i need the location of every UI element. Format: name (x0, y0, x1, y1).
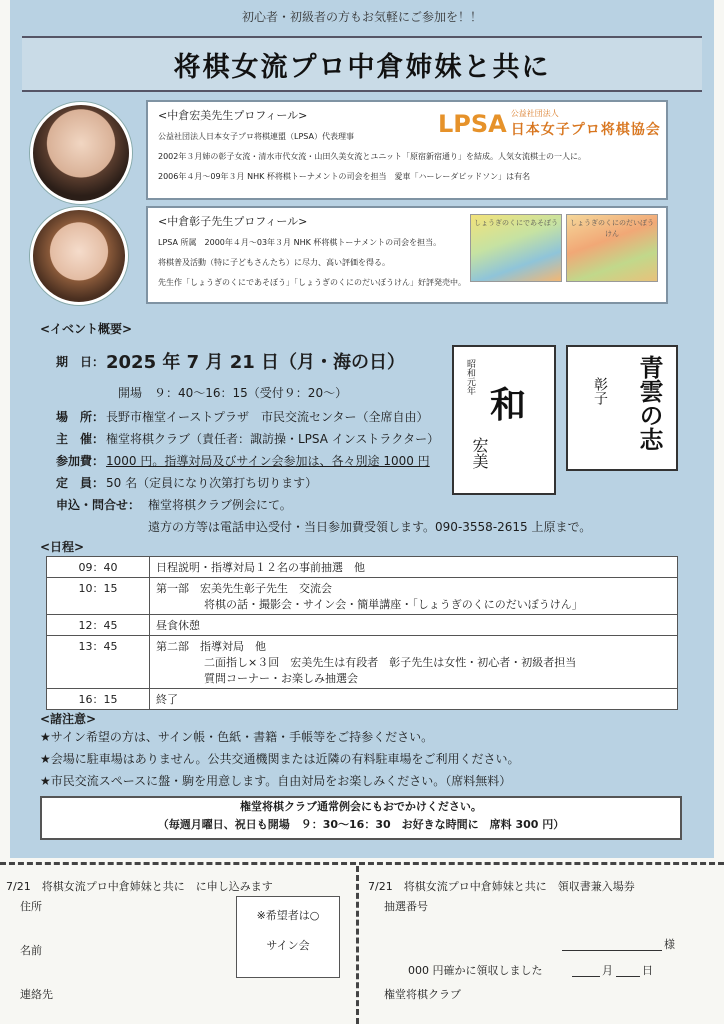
cut-line (0, 862, 724, 865)
schedule-time: 12：45 (47, 615, 150, 636)
sign-session-checkbox[interactable] (236, 896, 340, 978)
profile-line: 2006年４月～09年３月 NHK 杯将棋トーナメントの司会を担当 愛車「ハーレーダビッドソン」は有名 (158, 171, 531, 181)
received-label: 000 円確かに領収しました (408, 964, 543, 977)
profile-line: 2002年３月姉の彰子女流・清水市代女流・山田久美女流とユニット「原宿新宿通り」を結成。人気女流棋士の一人に。 (158, 151, 587, 161)
host-value: 権堂将棋クラブ（責任者：諏訪操・LPSA インストラクター） (106, 432, 440, 446)
host-label: 主 催： (56, 432, 105, 446)
calligraphy-left-side: 昭和元年 (465, 359, 475, 395)
regular-meeting-line1: 権堂将棋クラブ通常例会にもおでかけください。 (240, 800, 482, 813)
event-heading: <イベント概要> (40, 322, 133, 336)
contact-label: 申込・問合せ： (56, 498, 141, 512)
schedule-time: 10：15 (47, 578, 150, 615)
table-row (47, 689, 678, 710)
regular-meeting-line2: （毎週月曜日、祝日も開場 ９：30～16：30 お好きな時間に 席料 300 円） (157, 818, 565, 831)
title-banner (22, 36, 702, 92)
calligraphy-right-sign: 彰子 (592, 377, 608, 405)
month-underline (572, 976, 600, 977)
address-field-label: 住所 (20, 900, 42, 913)
schedule-detail: 日程説明・指導対局１２名の事前抽選 他 (150, 557, 678, 578)
page-title: 将棋女流プロ中倉姉妹と共に (173, 51, 551, 83)
profile-heading: <中倉宏美先生プロフィール> (158, 109, 308, 122)
calligraphy-left-main: 和 (490, 384, 527, 426)
profile-line: 公益社団法人日本女子プロ将棋連盟（LPSA）代表理事 (158, 131, 354, 141)
receipt-title: 7/21 将棋女流プロ中倉姉妹と共に 領収書兼入場券 (368, 880, 635, 893)
profile-heading: <中倉彰子先生プロフィール> (158, 215, 308, 228)
list-item: ★会場に駐車場はありません。公共交通機関または近隣の有料駐車場をご利用ください。 (40, 752, 520, 766)
name-underline (562, 950, 662, 951)
table-row (47, 615, 678, 636)
contact-field-label: 連絡先 (20, 988, 53, 1001)
fee-value: 1000 円。指導対局及びサイン会参加は、各々別途 1000 円 (106, 454, 430, 468)
calligraphy-left-sign: 宏美 (470, 437, 489, 469)
profile-hiromi (146, 100, 668, 200)
calligraphy-right-main: 青雲の志 (635, 355, 664, 451)
lottery-number-label: 抽選番号 (384, 900, 428, 913)
place-label: 場 所： (56, 410, 105, 424)
schedule-detail: 第一部 宏美先生彰子先生 交流会 将棋の話・撮影会・サイン会・簡単講座・「しょうぎのくにのだいぼうけん」 (150, 578, 678, 615)
name-field-label: 名前 (20, 944, 42, 957)
profile-line: LPSA 所属 2000年４月～03年３月 NHK 杯将棋トーナメントの司会を担当。 (158, 237, 442, 247)
profile-line: 将棋普及活動（特に子どもさんたち）に尽力、高い評価を得る。 (158, 257, 390, 267)
shoko-photo (30, 207, 128, 305)
table-row (47, 636, 678, 689)
lpsa-name: 日本女子プロ将棋協会 (510, 121, 661, 138)
schedule-time: 09：40 (47, 557, 150, 578)
notes-heading: <諸注意> (40, 712, 97, 726)
book-cover-1: しょうぎのくにであそぼう (470, 214, 562, 282)
profile-shoko (146, 206, 668, 304)
schedule-heading: <日程> (40, 540, 85, 554)
day-underline (616, 976, 640, 977)
cut-line-vertical (356, 866, 359, 1024)
schedule-detail: 第二部 指導対局 他 二面指し×３回 宏美先生は有段者 彰子先生は女性・初心者・初級者担当 質問コーナー・お楽しみ抽選会 (150, 636, 678, 689)
schedule-table (46, 556, 678, 710)
lpsa-small: 公益社団法人 (510, 108, 559, 118)
sama-label: 様 (664, 938, 675, 951)
book-cover-2: しょうぎのくにのだいぼうけん (566, 214, 658, 282)
schedule-detail: 昼食休憩 (150, 615, 678, 636)
date-value: 2025 年 7 月 21 日（月・海の日） (106, 352, 406, 373)
capacity-label: 定 員： (56, 476, 105, 490)
top-note: 初心者・初級者の方もお気軽にご参加を！！ (241, 10, 482, 24)
calligraphy-right (566, 345, 678, 471)
profile-line: 先生作「しょうぎのくにであそぼう」「しょうぎのくにのだいぼうけん」好評発売中。 (158, 277, 466, 287)
hiromi-photo (30, 102, 132, 204)
contact-value: 権堂将棋クラブ例会にて。 (148, 498, 292, 512)
place-value: 長野市権堂イーストプラザ 市民交流センター（全席自由） (106, 410, 429, 424)
date-label: 期 日： (56, 355, 105, 369)
schedule-time: 13：45 (47, 636, 150, 689)
application-title: 7/21 将棋女流プロ中倉姉妹と共に に申し込みます (6, 880, 273, 893)
lpsa-logo (438, 106, 661, 142)
remote-note: 遠方の方等は電話申込受付・当日参加費受領します。090-3558-2615 上原まで。 (148, 520, 592, 534)
notes-list (40, 726, 519, 792)
day-label: 日 (642, 964, 653, 977)
lpsa-mark-icon: LPSA (438, 110, 507, 138)
sign-note: ※希望者は○ (256, 909, 320, 922)
schedule-detail: 終了 (150, 689, 678, 710)
capacity-value: 50 名（定員になり次第打ち切ります） (106, 476, 318, 490)
table-row (47, 578, 678, 615)
list-item: ★サイン希望の方は、サイン帳・色紙・書籍・手帳等をご持参ください。 (40, 730, 434, 744)
list-item: ★市民交流スペースに盤・駒を用意します。自由対局をお楽しみください。（席料無料） (40, 774, 512, 788)
regular-meeting-box (40, 796, 682, 840)
fee-label: 参加費： (56, 454, 105, 468)
calligraphy-left (452, 345, 556, 495)
club-label: 権堂将棋クラブ (384, 988, 461, 1001)
open-time: 開場 ９：40～16：15（受付９：20～） (118, 386, 348, 400)
table-row (47, 557, 678, 578)
month-label: 月 (602, 964, 613, 977)
sign-label: サイン会 (266, 939, 310, 952)
schedule-time: 16：15 (47, 689, 150, 710)
